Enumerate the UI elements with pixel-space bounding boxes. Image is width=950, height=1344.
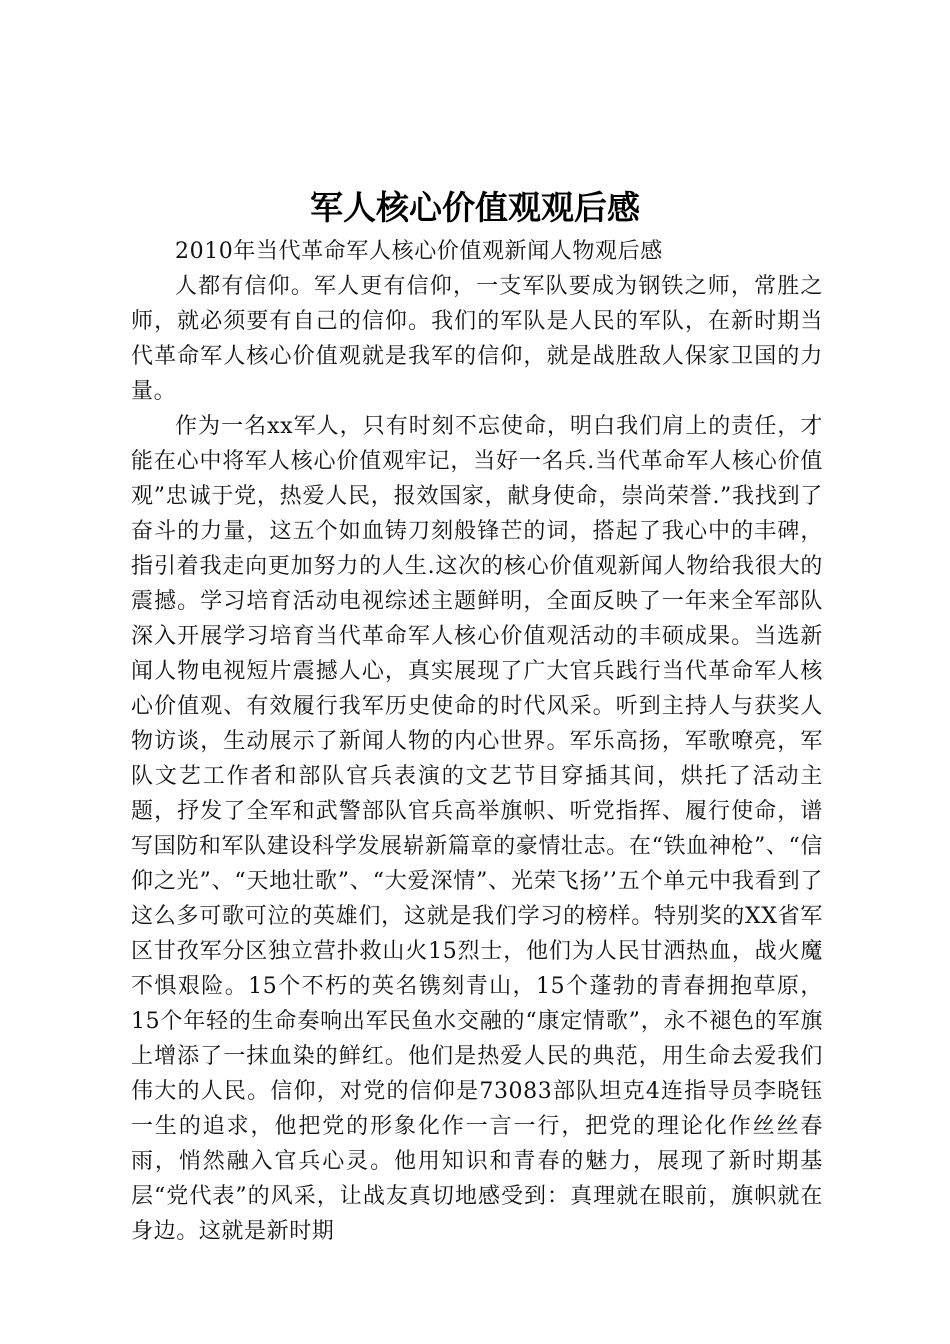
body-paragraph-2: 作为一名xx军人，只有时刻不忘使命，明白我们肩上的责任，才能在心中将军人核心价值观牢记，当好一名兵.当代革命军人核心价值观”忠诚于党，热爱人民，报效国家，献身使命，崇尚荣誉.”我找到了奋斗的力量，这五个如血铸刀刻般锋芒的词，搭起了我心中的丰碑，指引着我走向更加努力的人生.这次的核心价值观新闻人物给我很大的震撼。学习培育活动电视综述主题鲜明，全面反映了一年来全军部队深入开展学习培育当代革命军人核心价值观活动的丰硕成果。当选新闻人物电视短片震撼人心，真实展现了广大官兵践行当代革命军人核心价值观、有效履行我军历史使命的时代风采。听到主持人与获奖人物访谈，生动展示了新闻人物的内心世界。军乐高扬，军歌嘹亮，军队文艺工作者和部队官兵表演的文艺节目穿插其间，烘托了活动主题，抒发了全军和武警部队官兵高举旗帜、听党指挥、履行使命，谱写国防和军队建设科学发展崭新篇章的豪情壮志。在“铁血神枪”、“信仰之光”、“天地壮歌”、“大爱深情”、光荣飞扬’’五个单元中我看到了这么多可歌可泣的英雄们，这就是我们学习的榜样。特别奖的XX省军区甘孜军分区独立营扑救山火15烈士，他们为人民甘洒热血，战火魔不惧艰险。15个不朽的英名镌刻青山，15个蓬勃的青春拥抱草原，15个年轻的生命奏响出军民鱼水交融的“康定情歌”，永不褪色的军旗上增添了一抹血染的鲜红。他们是热爱人民的典范，用生命去爱我们伟大的人民。信仰，对党的信仰是73083部队坦克4连指导员李晓钰一生的追求，他把党的形象化作一言一行，把党的理论化作丝丝春雨，悄然融入官兵心灵。他用知识和青春的魅力，展现了新时期基层“党代表”的风采，让战友真切地感受到：真理就在眼前，旗帜就在身边。这就是新时期 <box>131 414 823 1244</box>
document-body <box>131 234 823 1249</box>
body-paragraph-1: 人都有信仰。军人更有信仰，一支军队要成为钢铁之师，常胜之师，就必须要有自己的信仰。我们的军队是人民的军队，在新时期当代革命军人核心价值观就是我军的信仰，就是战胜敌人保家卫国的力量。 <box>131 274 823 404</box>
subtitle-paragraph: 2010年当代革命军人核心价值观新闻人物观后感 <box>175 239 663 264</box>
document-title: 军人核心价值观观后感 <box>310 188 640 227</box>
